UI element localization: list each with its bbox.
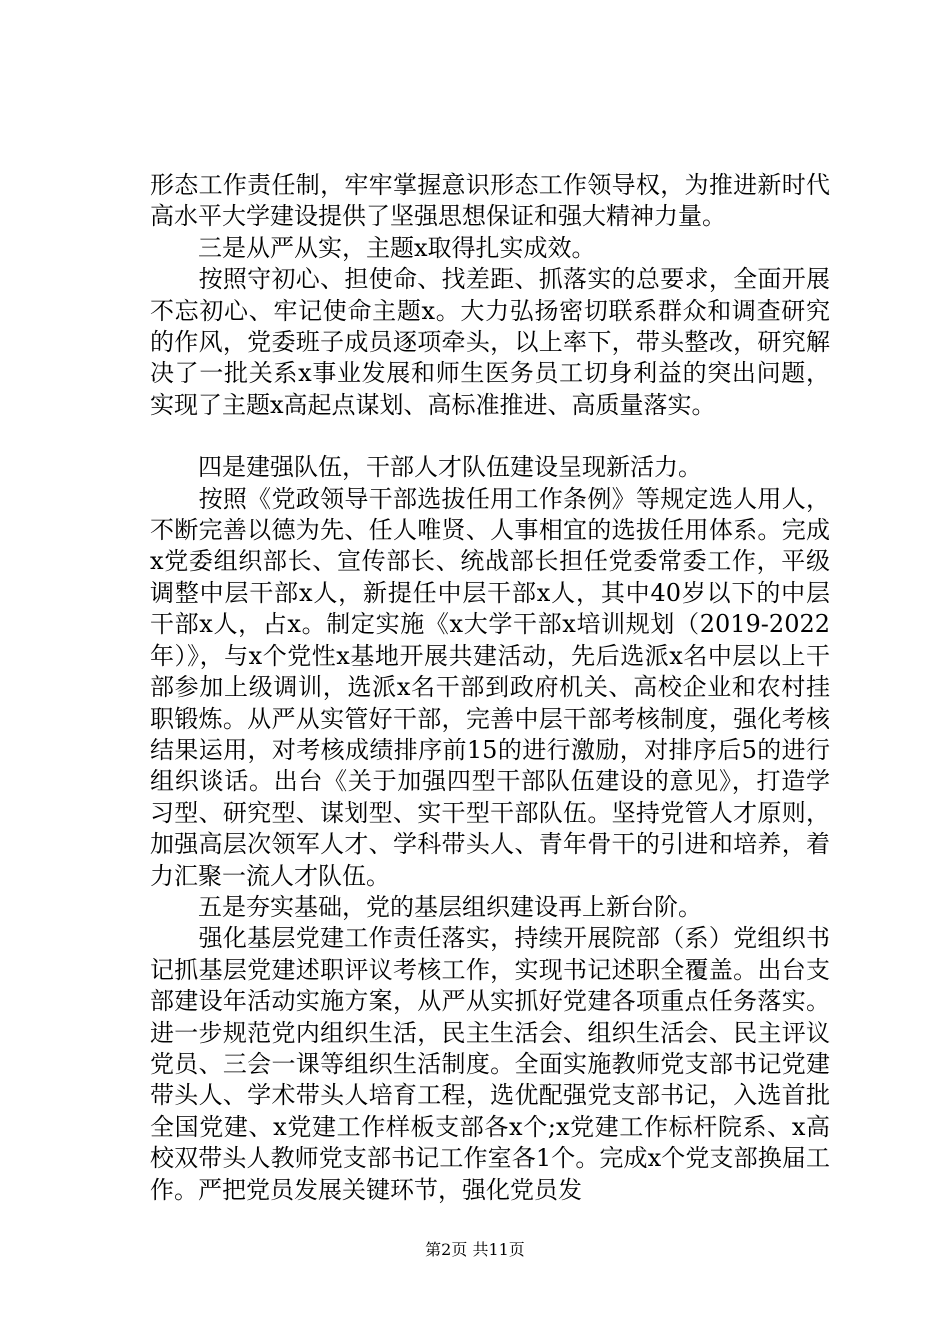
paragraph-five: 强化基层党建工作责任落实，持续开展院部（系）党组织书记抓基层党建述职评议考核工作，实现书记述职全覆盖。出台支部建设年活动实施方案，从严从实抓好党建各项重点任务落实。进一步规范党内组织生活，民主生活会、组织生活会、民主评议党员、三会一课等组织生活制度。全面实施教师党支部书记党建带头人、学术带头人培育工程，选优配强党支部书记，入选首批全国党建、x党建工作样板支部各x个;x党建工作标杆院系、x高校双带头人教师党支部书记工作室各1个。完成x个党支部换届工作。严把党员发展关键环节，强化党员发 xyxy=(150,924,830,1204)
heading-five: 五是夯实基础，党的基层组织建设再上新台阶。 xyxy=(150,892,702,921)
heading-three: 三是从严从实，主题x取得扎实成效。 xyxy=(150,233,596,262)
paragraph-three: 按照守初心、担使命、找差距、抓落实的总要求，全面开展不忘初心、牢记使命主题x。大力弘扬密切联系群众和调查研究的作风，党委班子成员逐项牵头，以上率下，带头整改，研究解决了一批关系x事业发展和师生医务员工切身利益的突出问题，实现了主题x高起点谋划、高标准推进、高质量落实。 xyxy=(150,265,830,419)
paragraph-continuation: 形态工作责任制，牢牢掌握意识形态工作领导权，为推进新时代高水平大学建设提供了坚强思想保证和强大精神力量。 xyxy=(150,171,830,231)
document-body xyxy=(150,170,830,1206)
paragraph-four: 按照《党政领导干部选拔任用工作条例》等规定选人用人，不断完善以德为先、任人唯贤、人事相宜的选拔任用体系。完成x党委组织部长、宣传部长、统战部长担任党委常委工作，平级调整中层干部x人，新提任中层干部x人，其中40岁以下的中层干部x人，占x。制定实施《x大学干部x培训规划（2019-2022年）》，与x个党性x基地开展共建活动，先后选派x名中层以上干部参加上级调训，选派x名干部到政府机关、高校企业和农村挂职锻炼。从严从实管好干部，完善中层干部考核制度，强化考核结果运用，对考核成绩排序前15的进行激励，对排序后5的进行组织谈话。出台《关于加强四型干部队伍建设的意见》，打造学习型、研究型、谋划型、实干型干部队伍。坚持党管人才原则，加强高层次领军人才、学科带头人、青年骨干的引进和培养，着力汇聚一流人才队伍。 xyxy=(150,484,830,890)
paragraph-gap xyxy=(150,421,830,452)
page-footer: 第2页 共11页 xyxy=(425,1240,525,1259)
heading-four: 四是建强队伍，干部人才队伍建设呈现新活力。 xyxy=(150,453,702,482)
